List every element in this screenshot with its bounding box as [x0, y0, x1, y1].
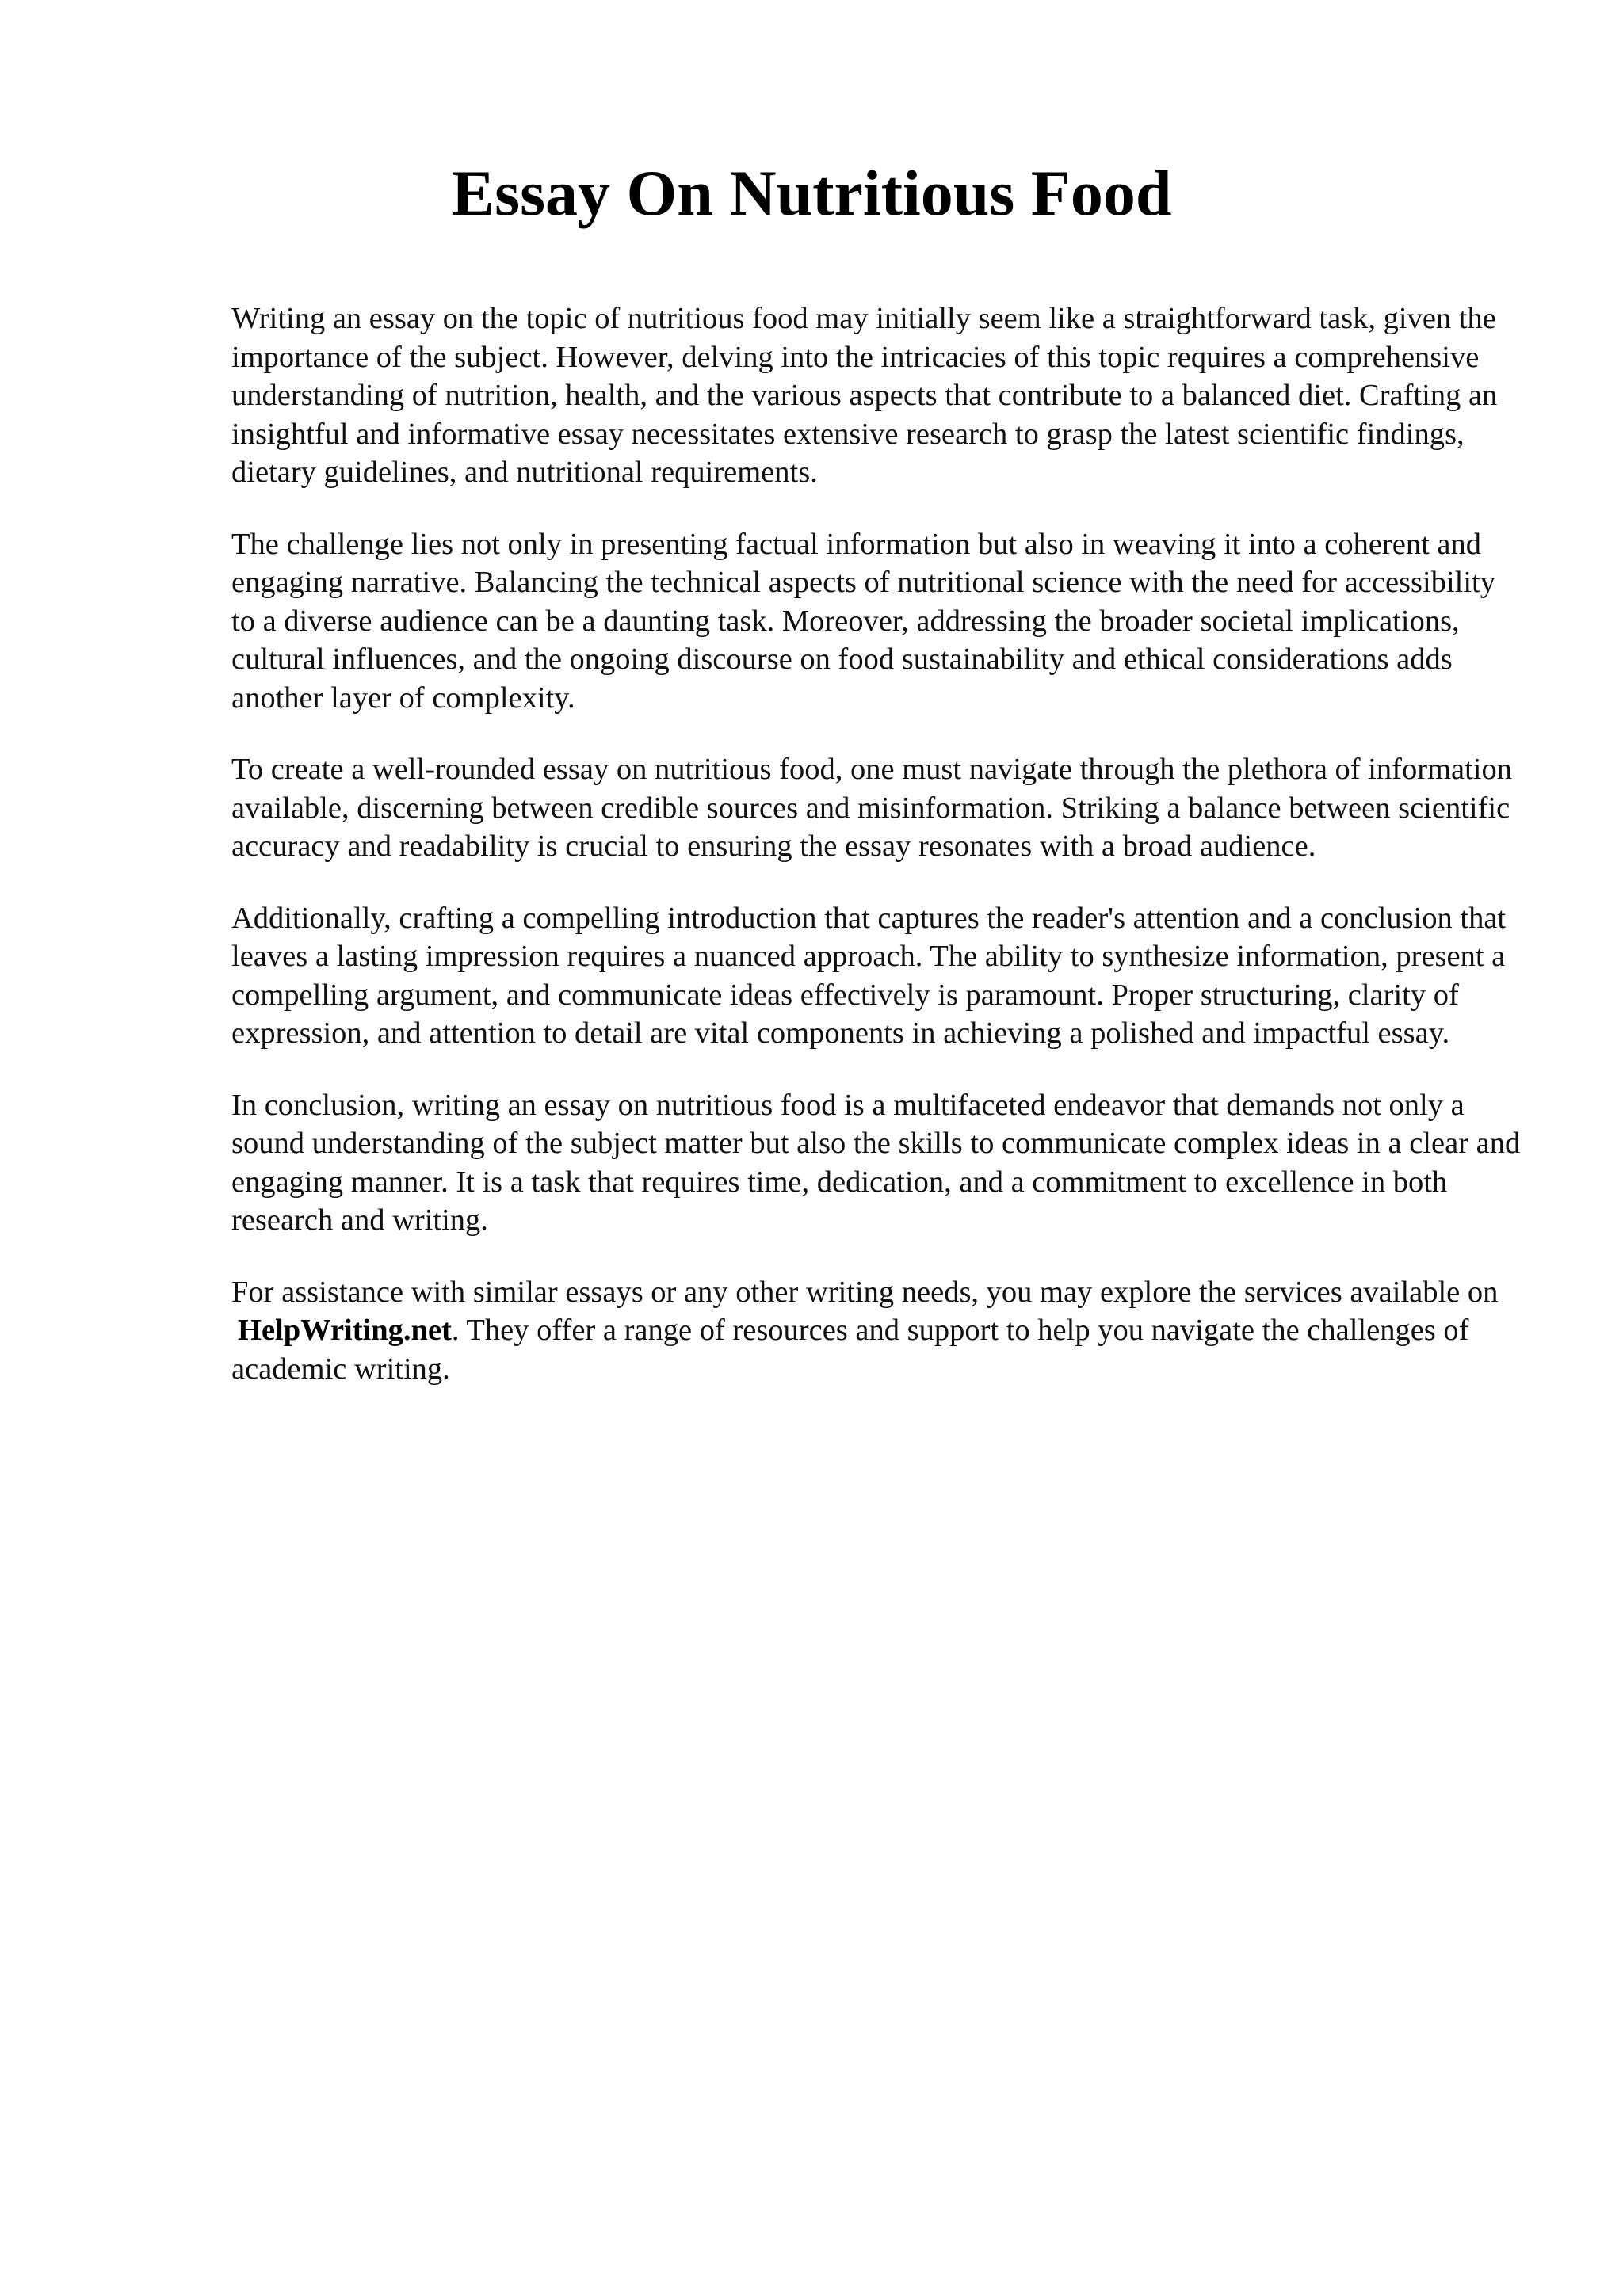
helpwriting-brand-link: HelpWriting.net [238, 1314, 452, 1347]
paragraph-6-text-after: . They offer a range of resources and support to help you navigate the challenges of academic writing. [231, 1314, 1469, 1386]
document-body [231, 299, 1523, 1421]
document-title: Essay On Nutritious Food [451, 157, 1172, 229]
paragraph-3: To create a well-rounded essay on nutritious food, one must navigate through the plethora of information available, discerning between credible sources and misinformation. Striking a balance between scientific accuracy and readability is crucial to ensuring the essay resonates with a broad audience. [231, 753, 1513, 863]
paragraph-6 [231, 1273, 1523, 1389]
paragraph-1: Writing an essay on the topic of nutritious food may initially seem like a straightforward task, given the importance of the subject. However, delving into the intricacies of this topic requires a comprehensive understanding of nutrition, health, and the various aspects that contribute to a balanced diet. Crafting an insightful and informative essay necessitates extensive research to grasp the latest scientific findings, dietary guidelines, and nutritional requirements. [231, 302, 1498, 489]
paragraph-4: Additionally, crafting a compelling introduction that captures the reader's attention and a conclusion that leaves a lasting impression requires a nuanced approach. The ability to synthesize information, present a compelling argument, and communicate ideas effectively is paramount. Proper structuring, clarity of expression, and attention to detail are vital components in achieving a polished and impactful essay. [231, 901, 1507, 1050]
paragraph-6-text-before: For assistance with similar essays or any other writing needs, you may explore the services available on [231, 1275, 1499, 1309]
paragraph-2: The challenge lies not only in presenting factual information but also in weaving it into a coherent and engaging narrative. Balancing the technical aspects of nutritional science with the need for accessibility to a diverse audience can be a daunting task. Moreover, addressing the broader societal implications, cultural influences, and the ongoing discourse on food sustainability and ethical considerations adds another layer of complexity. [231, 527, 1496, 715]
paragraph-5: In conclusion, writing an essay on nutritious food is a multifaceted endeavor that demands not only a sound understanding of the subject matter but also the skills to communicate complex ideas in a clear and engaging manner. It is a task that requires time, dedication, and a commitment to excellence in both research and writing. [231, 1088, 1521, 1237]
